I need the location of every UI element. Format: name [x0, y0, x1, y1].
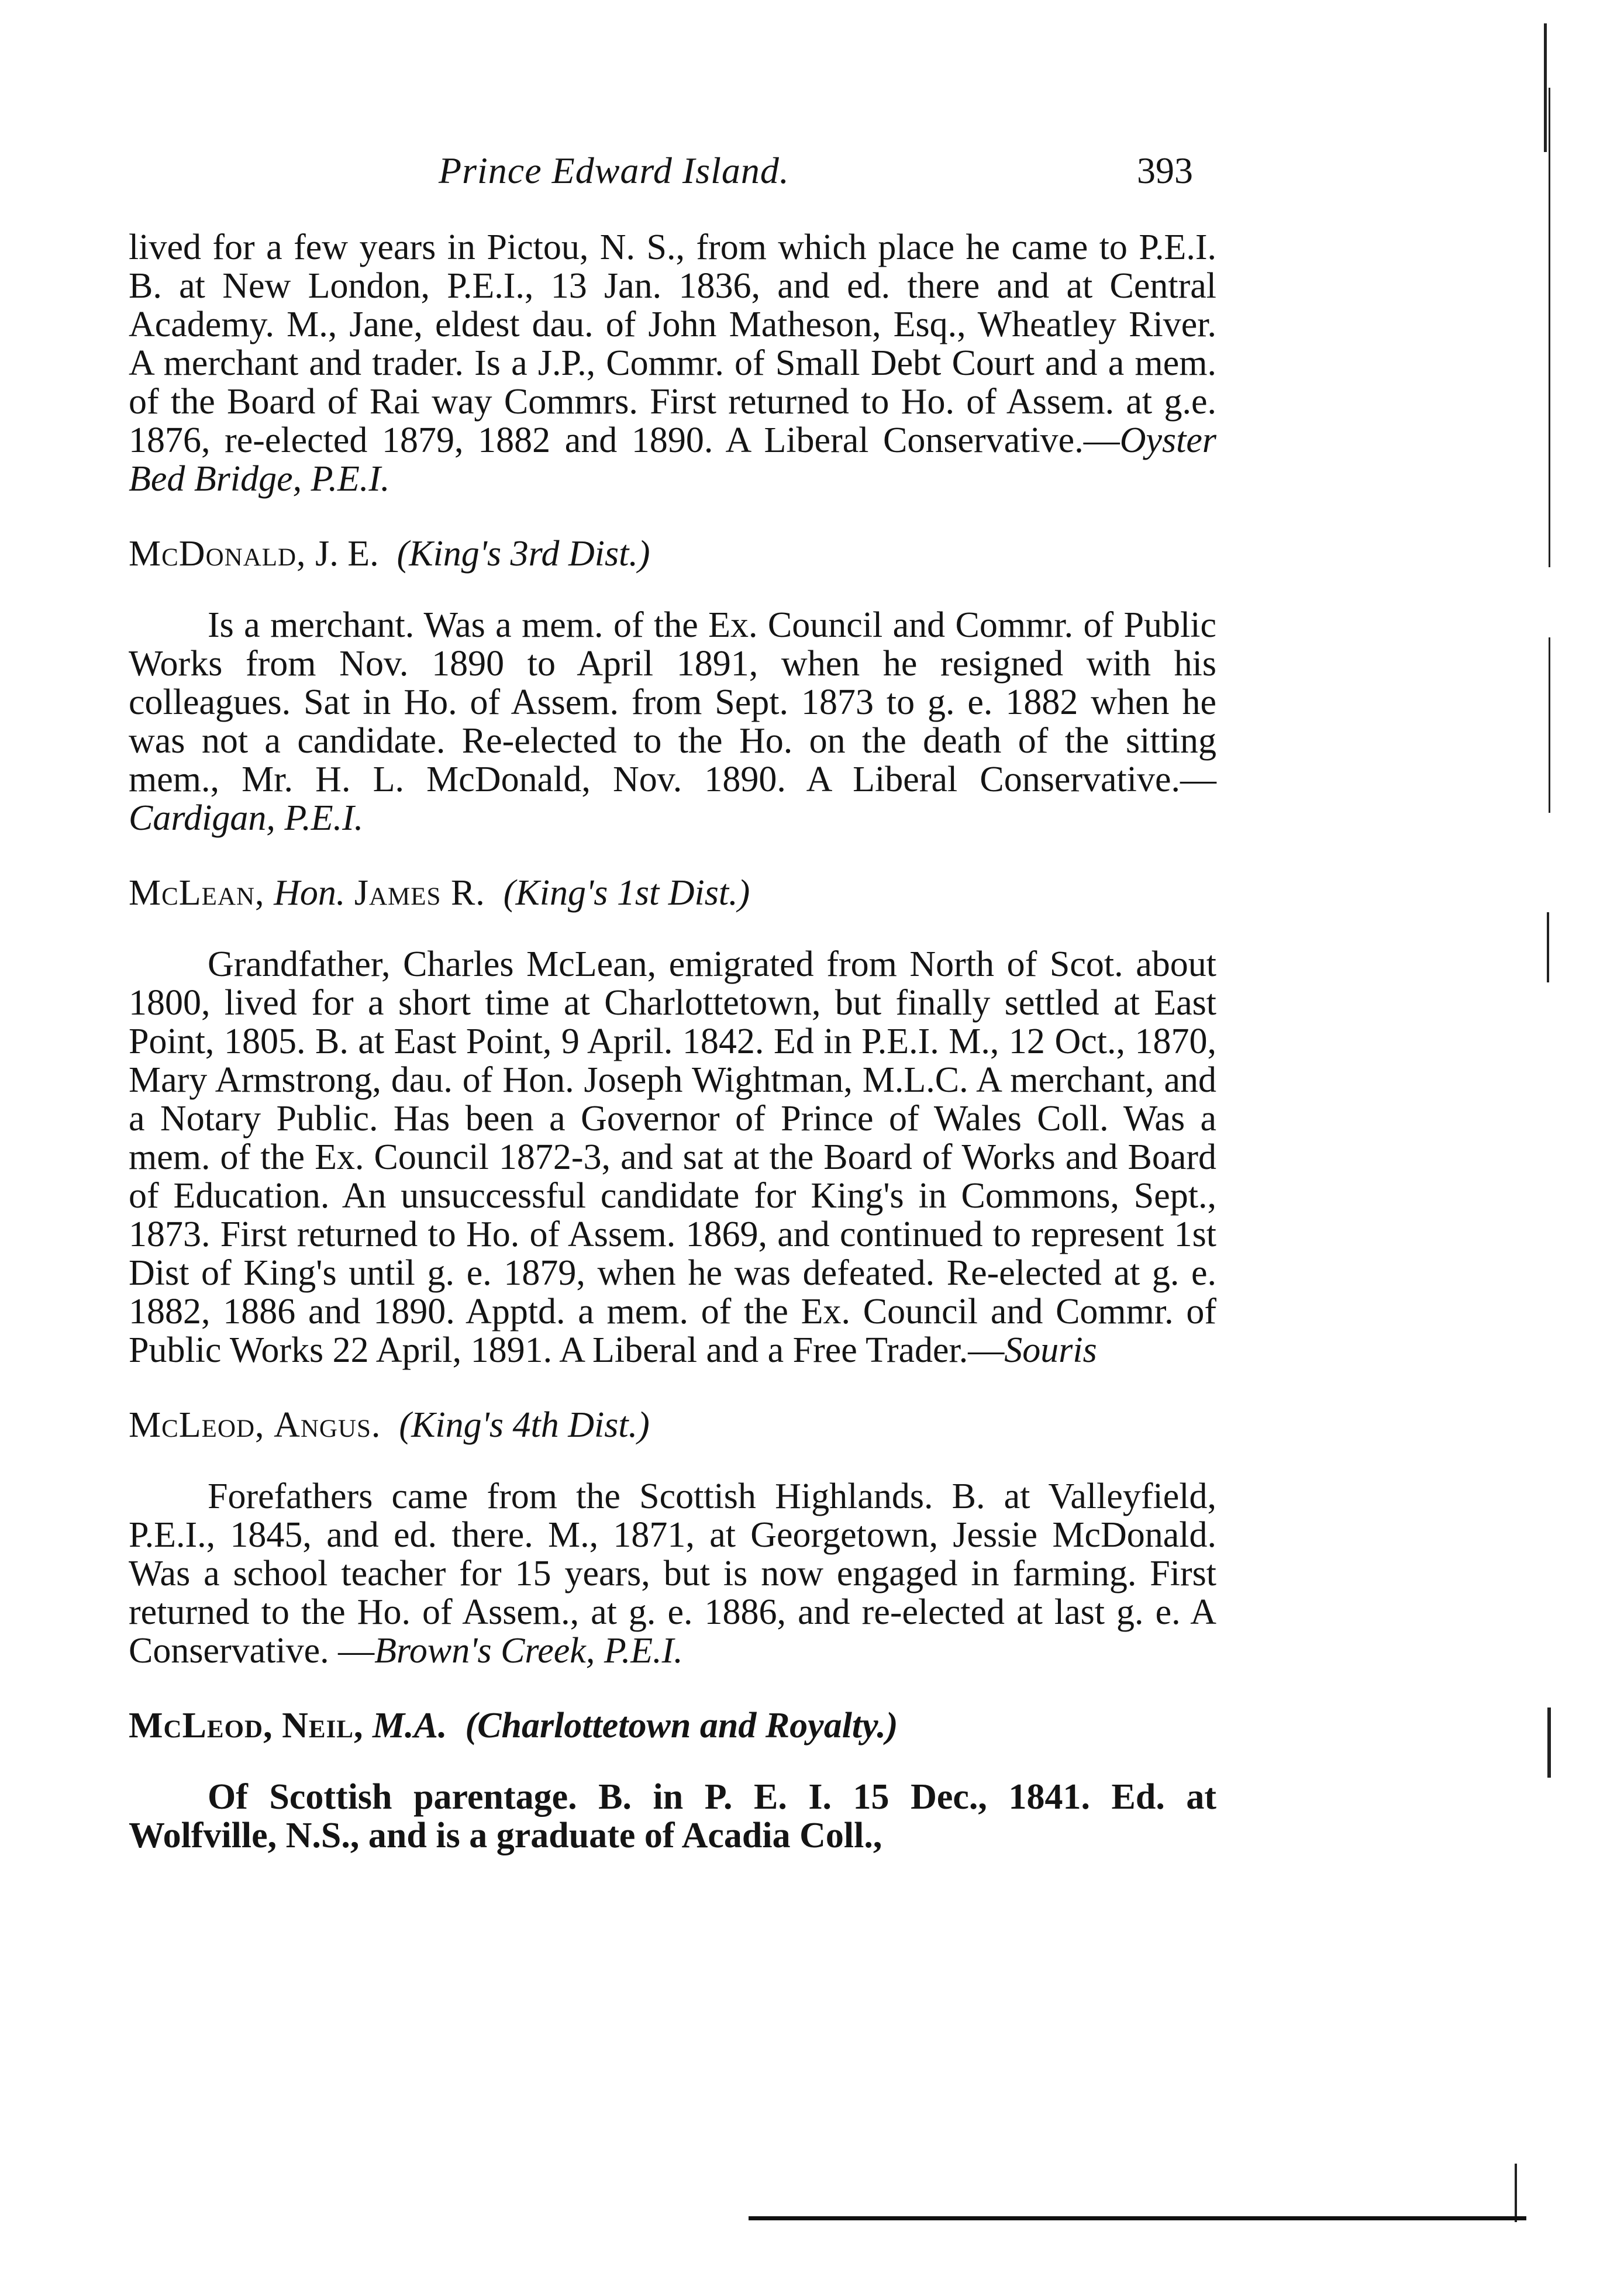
entry-given-name: James R.	[354, 873, 485, 913]
entry-body-text: Forefathers came from the Scottish Highlands. B. at Valleyfield, P.E.I., 1845, and ed. there. M., 1871, at Georgetown, Jessie McDonald. Was a school teacher for 15 years, but is now engaged in farming. First returned to the Ho. of Assem., at g. e. 1886, and re-elected at last g. e. A Conservative. —	[129, 1477, 1216, 1671]
running-title: Prince Edward Island.	[439, 150, 789, 191]
entry-heading-mcdonald	[129, 534, 1216, 573]
entry-given-name: Neil,	[282, 1706, 364, 1746]
page-header	[129, 149, 1193, 196]
scan-mark	[1547, 1708, 1551, 1778]
entry-body-text: Grandfather, Charles McLean, emigrated from North of Scot. about 1800, lived for a short time at Charlottetown, but finally settled at East Point, 1805. B. at East Point, 9 April. 1842. Ed in P.E.I. M., 12 Oct., 1870, Mary Armstrong, dau. of Hon. Joseph Wightman, M.L.C. A merchant, and a Notary Public. Has been a Governor of Prince of Wales Coll. Was a mem. of the Ex. Council 1872-3, and sat at the Board of Works and Board of Education. An unsuccessful candidate for King's in Commons, Sept., 1873. First returned to Ho. of Assem. 1869, and continued to represent 1st Dist of King's until g. e. 1879, when he was defeated. Re-elected at g. e. 1882, 1886 and 1890. Apptd. a mem. of the Ex. Council and Commr. of Public Works 22 April, 1891. A Liberal and a Free Trader.—	[129, 944, 1216, 1370]
page-content	[129, 228, 1216, 1855]
entry-surname: McLean,	[129, 873, 265, 913]
continuation-address: Oyster Bed Bridge, P.E.I.	[129, 420, 1216, 499]
scan-mark	[1549, 88, 1550, 567]
scan-mark	[1544, 23, 1547, 152]
entry-address: Cardigan, P.E.I.	[129, 798, 364, 838]
entry-body-mcleod-neil	[129, 1778, 1216, 1855]
entry-honorific: Hon.	[274, 873, 346, 913]
scan-mark	[1515, 2164, 1517, 2222]
entry-body-text: Of Scottish parentage. B. in P. E. I. 15 Dec., 1841. Ed. at Wolfville, N.S., and is a graduate of Acadia Coll.,	[129, 1777, 1216, 1855]
entry-heading-mcleod-angus	[129, 1406, 1216, 1444]
entry-body-text: Is a merchant. Was a mem. of the Ex. Council and Commr. of Public Works from Nov. 1890 to April 1891, when he resigned with his colleagues. Sat in Ho. of Assem. from Sept. 1873 to g. e. 1882 when he was not a candidate. Re-elected to the Ho. on the death of the sitting mem., Mr. H. L. McDonald, Nov. 1890. A Liberal Conservative.—	[129, 605, 1216, 799]
page-number: 393	[1137, 150, 1193, 191]
entry-district: (Charlottetown and Royalty.)	[465, 1706, 898, 1746]
continuation-text: lived for a few years in Pictou, N. S., from which place he came to P.E.I. B. at New London, P.E.I., 13 Jan. 1836, and ed. there and at Central Academy. M., Jane, eldest dau. of John Matheson, Esq., Wheatley River. A merchant and trader. Is a J.P., Commr. of Small Debt Court and a mem. of the Board of Rai way Commrs. First returned to Ho. of Assem. at g.e. 1876, re-elected 1879, 1882 and 1890. A Liberal Conservative.—	[129, 227, 1216, 460]
entry-degree: M.A.	[372, 1706, 447, 1746]
entry-address: Souris	[1004, 1330, 1097, 1370]
entry-body-mcleod-angus	[129, 1477, 1216, 1670]
entry-district: (King's 4th Dist.)	[399, 1405, 650, 1445]
scan-margin-marks	[1392, 0, 1624, 2287]
entry-district: (King's 3rd Dist.)	[396, 534, 650, 574]
entry-surname: McLeod,	[129, 1706, 273, 1746]
entry-district: (King's 1st Dist.)	[503, 873, 750, 913]
entry-surname: McLeod,	[129, 1405, 265, 1445]
entry-surname: McDonald,	[129, 534, 306, 574]
entry-given-name: Angus.	[274, 1405, 381, 1445]
scan-mark	[1547, 912, 1549, 982]
entry-heading-mclean	[129, 874, 1216, 912]
entry-address: Brown's Creek, P.E.I.	[374, 1631, 683, 1671]
entry-given-name: J. E.	[315, 534, 379, 574]
entry-body-mcdonald	[129, 606, 1216, 837]
continuation-paragraph	[129, 228, 1216, 498]
entry-body-mclean	[129, 945, 1216, 1370]
scan-mark	[1549, 637, 1550, 813]
scan-bottom-rule	[749, 2216, 1526, 2220]
entry-heading-mcleod-neil	[129, 1706, 1216, 1745]
